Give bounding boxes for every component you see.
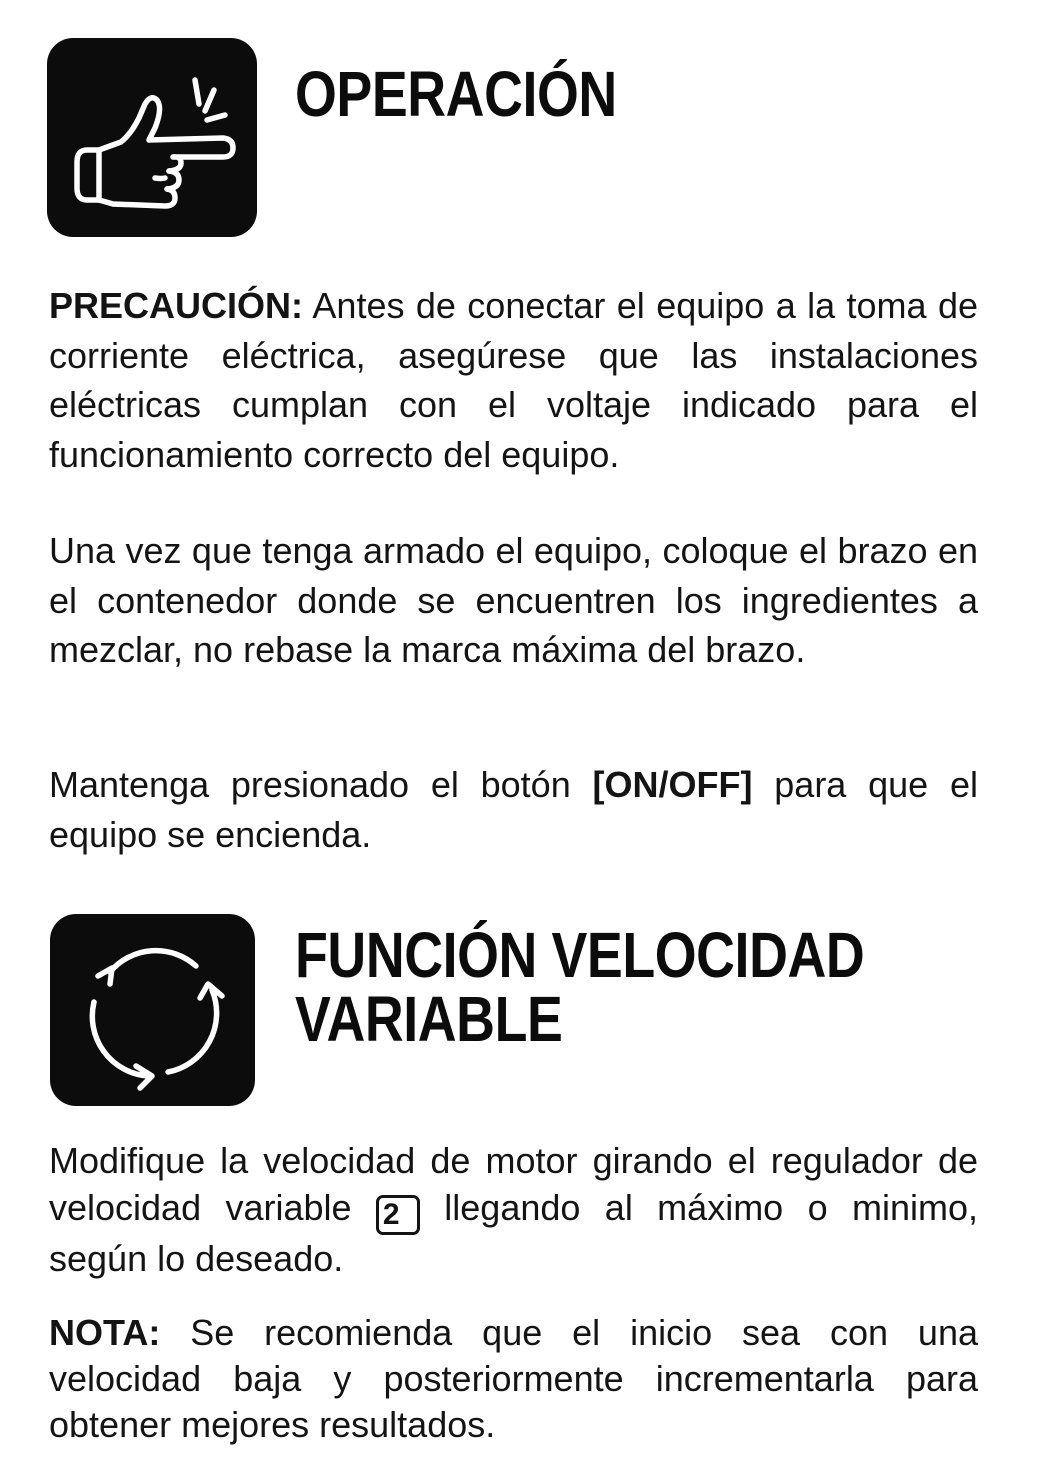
modifique-paragraph bbox=[49, 1137, 978, 1282]
encendido-text-after: para que el equipo se encienda. bbox=[49, 764, 978, 855]
encendido-text-before: Mantenga presionado el botón bbox=[49, 764, 593, 805]
modifique-text-after: llegando al máximo o minimo, según lo deseado. bbox=[49, 1187, 978, 1279]
section-title-operacion: OPERACIÓN bbox=[295, 58, 617, 130]
encendido-paragraph bbox=[49, 760, 978, 859]
section-title-velocidad-line2: VARIABLE bbox=[295, 983, 563, 1055]
armado-paragraph: Una vez que tenga armado el equipo, coloque el brazo en el contenedor donde se encuentren los ingredientes a mezclar, no rebase la marca máxima del brazo. bbox=[49, 530, 978, 670]
rotate-arrows-icon bbox=[50, 914, 255, 1106]
precaucion-label: PRECAUCIÓN: bbox=[49, 285, 304, 326]
on-off-button-reference: [ON/OFF] bbox=[592, 764, 753, 805]
nota-label: NOTA: bbox=[49, 1312, 161, 1353]
precaucion-text: Antes de conectar el equipo a la toma de corriente eléctrica, asegúrese que las instalaciones eléctricas cumplan con el voltaje indicado para el funcionamiento correcto del equipo. bbox=[49, 285, 978, 475]
precaucion-paragraph bbox=[49, 281, 978, 479]
section-title-velocidad-line1: FUNCIÓN VELOCIDAD bbox=[295, 919, 865, 991]
part-number-badge: 2 bbox=[376, 1195, 420, 1235]
nota-text: Se recomienda que el inicio sea con una velocidad baja y posteriormente incrementarla para obtener mejores resultados. bbox=[49, 1312, 978, 1445]
pointing-hand-press-icon bbox=[47, 38, 257, 237]
section-title-velocidad bbox=[295, 919, 865, 1055]
nota-paragraph bbox=[49, 1310, 978, 1448]
modifique-text-before: Modifique la velocidad de motor girando el regulador de velocidad variable bbox=[49, 1140, 978, 1228]
